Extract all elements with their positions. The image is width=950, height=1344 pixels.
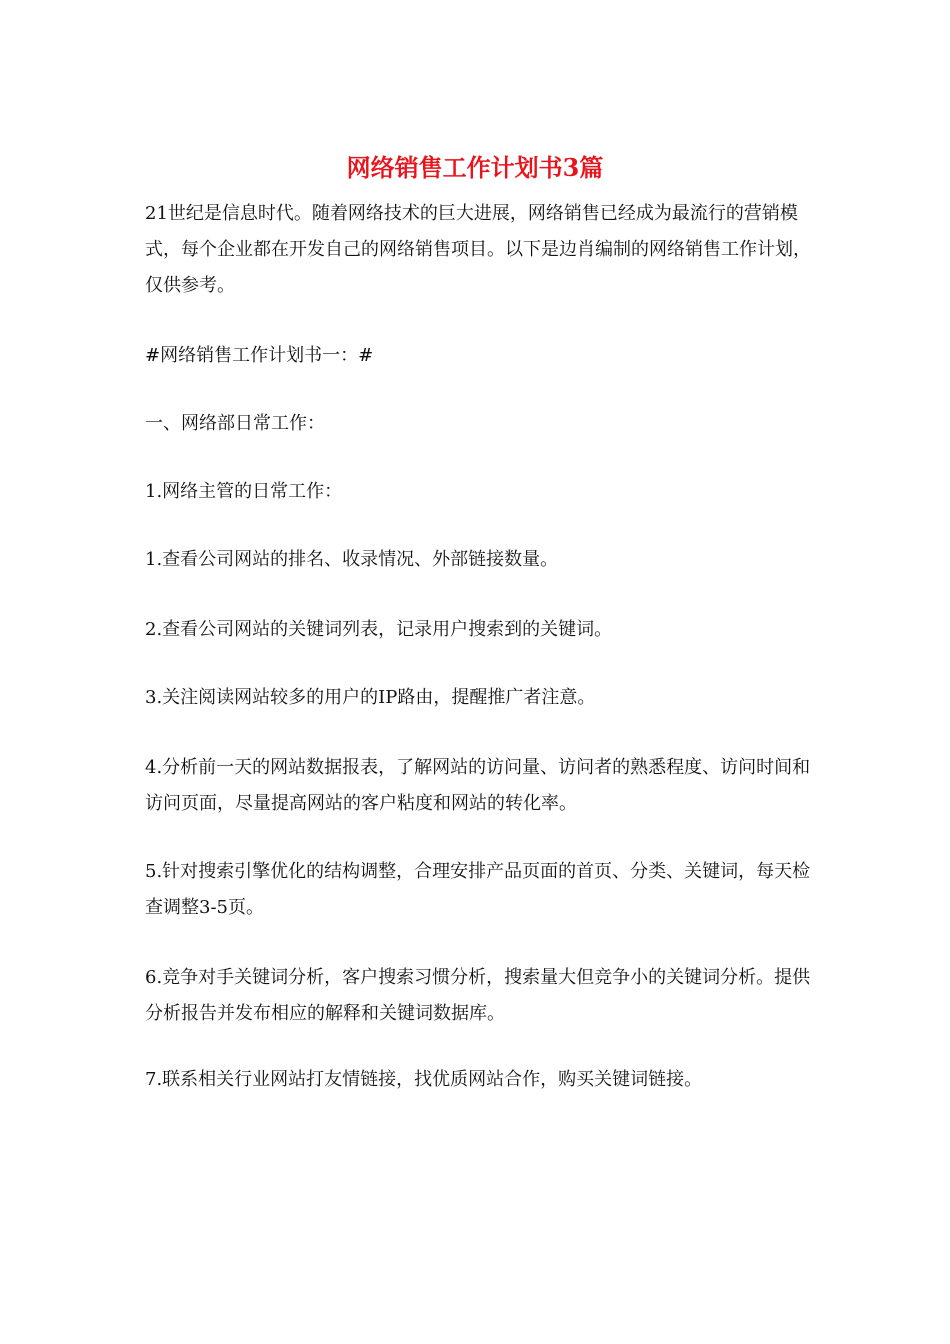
list-item: 5.针对搜索引擎优化的结构调整，合理安排产品页面的首页、分类、关键词，每天检查调整3-5页。: [145, 861, 811, 918]
list-item: 6.竞争对手关键词分析，客户搜索习惯分析，搜索量大但竞争小的关键词分析。提供分析报告并发布相应的解释和关键词数据库。: [145, 967, 811, 1024]
intro-paragraph: 21世纪是信息时代。随着网络技术的巨大进展，网络销售已经成为最流行的营销模式，每个企业都在开发自己的网络销售项目。以下是边肖编制的网络销售工作计划，仅供参考。: [145, 203, 811, 296]
subheading-daily-work: 一、网络部日常工作：: [145, 413, 325, 434]
list-item: 7.联系相关行业网站打友情链接，找优质网站合作，购买关键词链接。: [145, 1069, 703, 1090]
list-item: 2.查看公司网站的关键词列表，记录用户搜索到的关键词。: [145, 619, 613, 640]
section-heading: #网络销售工作计划书一：#: [145, 345, 374, 366]
subheading-manager-work: 1.网络主管的日常工作：: [145, 481, 343, 502]
list-item: 3.关注阅读网站较多的用户的IP路由，提醒推广者注意。: [145, 687, 596, 708]
list-item: 1.查看公司网站的排名、收录情况、外部链接数量。: [145, 549, 559, 570]
document-title: 网络销售工作计划书3篇: [346, 153, 604, 182]
list-item: 4.分析前一天的网站数据报表，了解网站的访问量、访问者的熟悉程度、访问时间和访问页面，尽量提高网站的客户粘度和网站的转化率。: [145, 757, 811, 814]
